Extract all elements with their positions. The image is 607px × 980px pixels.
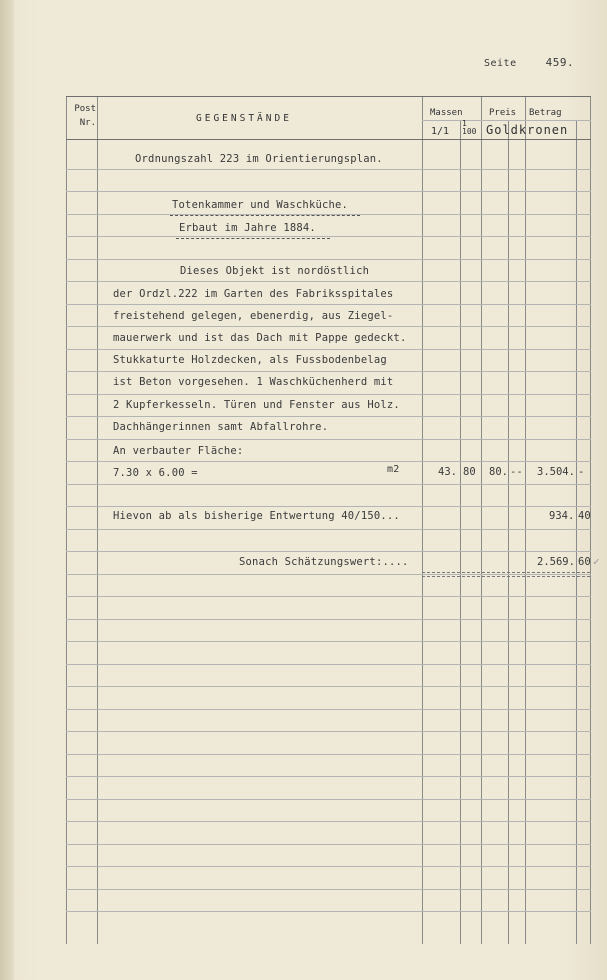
- description-line-7: 2 Kupferkesseln. Türen und Fenster aus Holz.: [113, 399, 400, 411]
- preis-integer: 80.: [489, 466, 508, 478]
- year-underline: [176, 238, 330, 239]
- header-sub-rule: [422, 120, 591, 121]
- column-header-massen: Massen: [430, 108, 463, 118]
- ruled-line: [66, 664, 591, 665]
- description-line-2: der Ordzl.222 im Garten des Fabriksspitales: [113, 288, 394, 300]
- page-number-label: Seite: [484, 58, 517, 69]
- page-binding-edge: [0, 0, 14, 980]
- betrag-2-integer: 934.: [549, 510, 575, 522]
- description-line-1: Dieses Objekt ist nordöstlich: [180, 265, 370, 277]
- ruled-line: [66, 619, 591, 620]
- ruled-line: [66, 394, 591, 395]
- area-label: An verbauter Fläche:: [113, 445, 244, 457]
- title-underline: [170, 215, 360, 216]
- betrag-2-decimal: 40: [578, 510, 591, 522]
- description-line-4: mauerwerk und ist das Dach mit Pappe gedeckt.: [113, 332, 407, 344]
- ruled-line: [66, 551, 591, 552]
- ruled-line: [66, 754, 591, 755]
- ruled-line: [66, 349, 591, 350]
- table-top-rule: [66, 96, 591, 97]
- betrag-3-integer: 2.569.: [537, 556, 575, 568]
- description-line-6: ist Beton vorgesehen. 1 Waschküchenherd mit: [113, 376, 394, 388]
- column-divider-preis-right: [525, 96, 526, 944]
- betrag-1-integer: 3.504.: [537, 466, 575, 478]
- ruled-line: [66, 326, 591, 327]
- header-bottom-rule: [66, 139, 591, 140]
- ruled-line: [66, 596, 591, 597]
- description-line-5: Stukkaturte Holzdecken, als Fussbodenbelag: [113, 354, 387, 366]
- massen-decimal: 80: [463, 466, 476, 478]
- ruled-line: [66, 709, 591, 710]
- massen-integer: 43.: [438, 466, 457, 478]
- column-header-preis: Preis: [489, 108, 517, 118]
- page-number-value: 459.: [545, 56, 575, 69]
- betrag-3-decimal: 60: [578, 556, 591, 568]
- ruled-line: [66, 799, 591, 800]
- ruled-line: [66, 641, 591, 642]
- column-header-gegenstaende: GEGENSTÄNDE: [196, 113, 292, 124]
- column-divider-massen-right: [481, 96, 482, 944]
- table-border-left: [66, 96, 67, 944]
- ruled-line: [66, 911, 591, 912]
- preis-decimal: --: [510, 466, 523, 478]
- ruled-line: [66, 506, 591, 507]
- ruled-line: [66, 169, 591, 170]
- object-title: Totenkammer und Waschküche.: [172, 199, 349, 211]
- column-header-massen-fraction: 1 100: [462, 119, 477, 136]
- column-header-betrag: Betrag: [529, 108, 562, 118]
- ruled-line: [66, 191, 591, 192]
- ruled-line: [66, 236, 591, 237]
- total-double-underline: [422, 572, 590, 577]
- ruled-line: [66, 484, 591, 485]
- ruled-line: [66, 529, 591, 530]
- ruled-line: [66, 281, 591, 282]
- ruled-line: [66, 776, 591, 777]
- ruled-line: [66, 731, 591, 732]
- area-unit: m2: [387, 464, 400, 475]
- ruled-line: [66, 416, 591, 417]
- valuation-line: Sonach Schätzungswert:....: [239, 556, 409, 568]
- ruled-line: [66, 844, 591, 845]
- description-line-3: freistehend gelegen, ebenerdig, aus Ziegel-: [113, 310, 394, 322]
- description-line-8: Dachhängerinnen samt Abfallrohre.: [113, 421, 329, 433]
- checkmark-icon: ✓: [593, 555, 600, 568]
- ruled-line: [66, 259, 591, 260]
- depreciation-line: Hievon ab als bisherige Entwertung 40/150...: [113, 510, 400, 522]
- ruled-line: [66, 371, 591, 372]
- column-header-post: Post Nr.: [74, 104, 96, 128]
- ruled-line: [66, 821, 591, 822]
- ruled-line: [66, 889, 591, 890]
- ruled-line: [66, 304, 591, 305]
- area-calculation: 7.30 x 6.00 =: [113, 467, 198, 479]
- column-header-currency: Goldkronen: [486, 123, 569, 137]
- page-number: [484, 56, 574, 69]
- column-divider-post: [97, 96, 98, 944]
- column-header-massen-whole: 1/1: [431, 126, 450, 137]
- ruled-line: [66, 461, 591, 462]
- ruled-line: [66, 686, 591, 687]
- ruled-line: [66, 439, 591, 440]
- ruled-line: [66, 866, 591, 867]
- column-divider-gegenstaende: [422, 96, 423, 944]
- ordnungszahl-line: Ordnungszahl 223 im Orientierungsplan.: [135, 153, 383, 165]
- construction-year-line: Erbaut im Jahre 1884.: [179, 222, 316, 234]
- betrag-1-decimal: -: [578, 466, 585, 478]
